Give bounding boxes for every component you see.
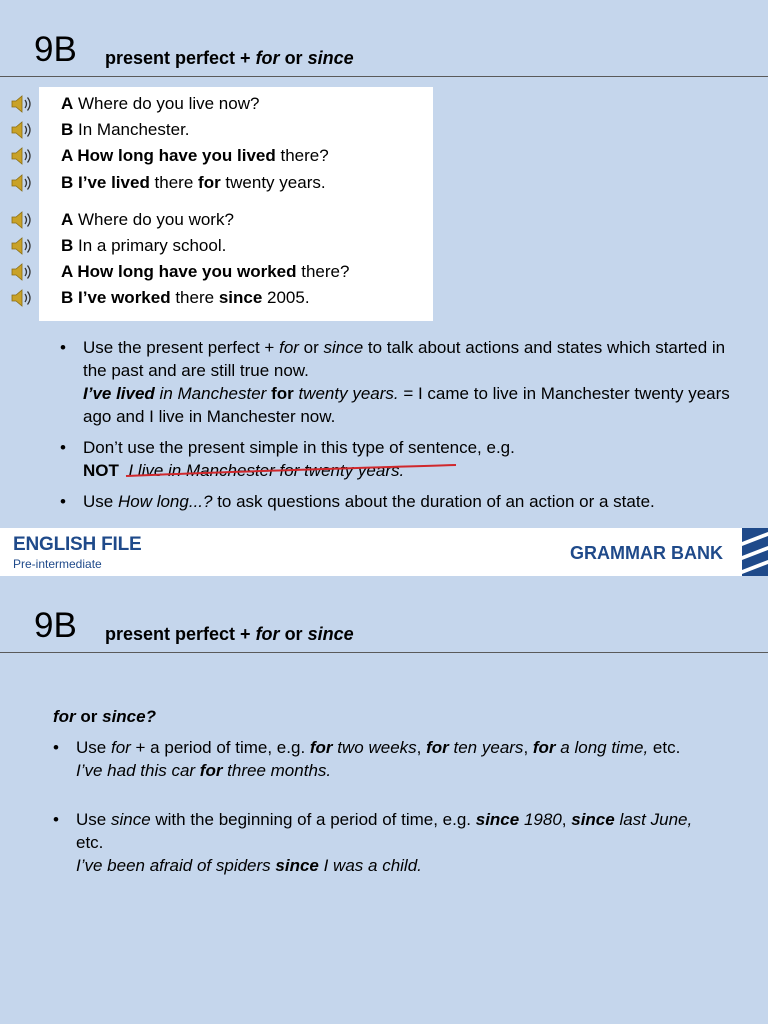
audio-speaker-icon[interactable]: [10, 262, 34, 287]
audio-speaker-icon[interactable]: [10, 288, 34, 313]
slide-header: [0, 0, 768, 78]
footer-banner: [0, 528, 768, 576]
audio-speaker-icon[interactable]: [10, 146, 34, 171]
dialog-text: A Where do you work?: [61, 210, 234, 229]
rule-bullet-1: • Use the present perfect + for or since to talk about actions and states which started in the past and are still true now. I’ve lived in Manchester for twenty years. = I came to live in Manchester twenty years ago and I live in Manchester now.: [60, 338, 730, 426]
dialog-line: [0, 207, 440, 233]
dialog-text: B In a primary school.: [61, 236, 227, 255]
dialog-line: [0, 170, 440, 196]
red-strike-line: [124, 463, 460, 481]
audio-speaker-icon[interactable]: [10, 236, 34, 261]
section-name: GRAMMAR BANK: [570, 543, 723, 563]
unit-number: 9B: [34, 606, 77, 645]
audio-speaker-icon[interactable]: [10, 173, 34, 198]
dialog-text: B I’ve lived there for twenty years.: [61, 173, 326, 192]
dialog-line: [0, 233, 440, 259]
for-bullet: • Use for + a period of time, e.g. for two weeks, for ten years, for a long time, etc. I’ve had this car for three months.: [53, 738, 681, 780]
unit-number: 9B: [34, 30, 77, 69]
page-title: present perfect + for or since: [105, 624, 354, 644]
audio-speaker-icon[interactable]: [10, 94, 34, 119]
dialog-line: [0, 91, 440, 117]
dialog-line: [0, 143, 440, 169]
dialog-text: A How long have you lived there?: [61, 146, 329, 165]
rule-bullet-3: • Use How long...? to ask questions about the duration of an action or a state.: [60, 492, 655, 511]
dialog-text: B I’ve worked there since 2005.: [61, 288, 310, 307]
header-divider: [0, 76, 768, 77]
audio-speaker-icon[interactable]: [10, 210, 34, 235]
dialog-text: A How long have you worked there?: [61, 262, 350, 281]
since-bullet: • Use since with the beginning of a period of time, e.g. since 1980, since last June, etc. I’ve been afraid of spiders since I was a child.: [53, 810, 693, 875]
strikethrough-example: I live in Manchester for twenty years.: [128, 459, 404, 482]
brand-stripe: [742, 528, 768, 576]
audio-speaker-icon[interactable]: [10, 120, 34, 145]
dialog-line: [0, 117, 440, 143]
dialog-line: [0, 285, 440, 311]
slide-header: [0, 576, 768, 654]
course-level: Pre-intermediate: [13, 557, 102, 571]
slide-9b-for-since: [0, 576, 768, 1024]
dialog-text: A Where do you live now?: [61, 94, 260, 113]
page-title: present perfect + for or since: [105, 48, 354, 68]
brand-name: ENGLISH FILE: [13, 534, 142, 555]
header-divider: [0, 652, 768, 653]
dialog-text: B In Manchester.: [61, 120, 190, 139]
section-subtitle: for or since?: [53, 707, 156, 726]
dialog-line: [0, 259, 440, 285]
rule-bullet-2: • Don’t use the present simple in this type of sentence, e.g. NOT I live in Manchester for twenty years.: [60, 438, 515, 480]
